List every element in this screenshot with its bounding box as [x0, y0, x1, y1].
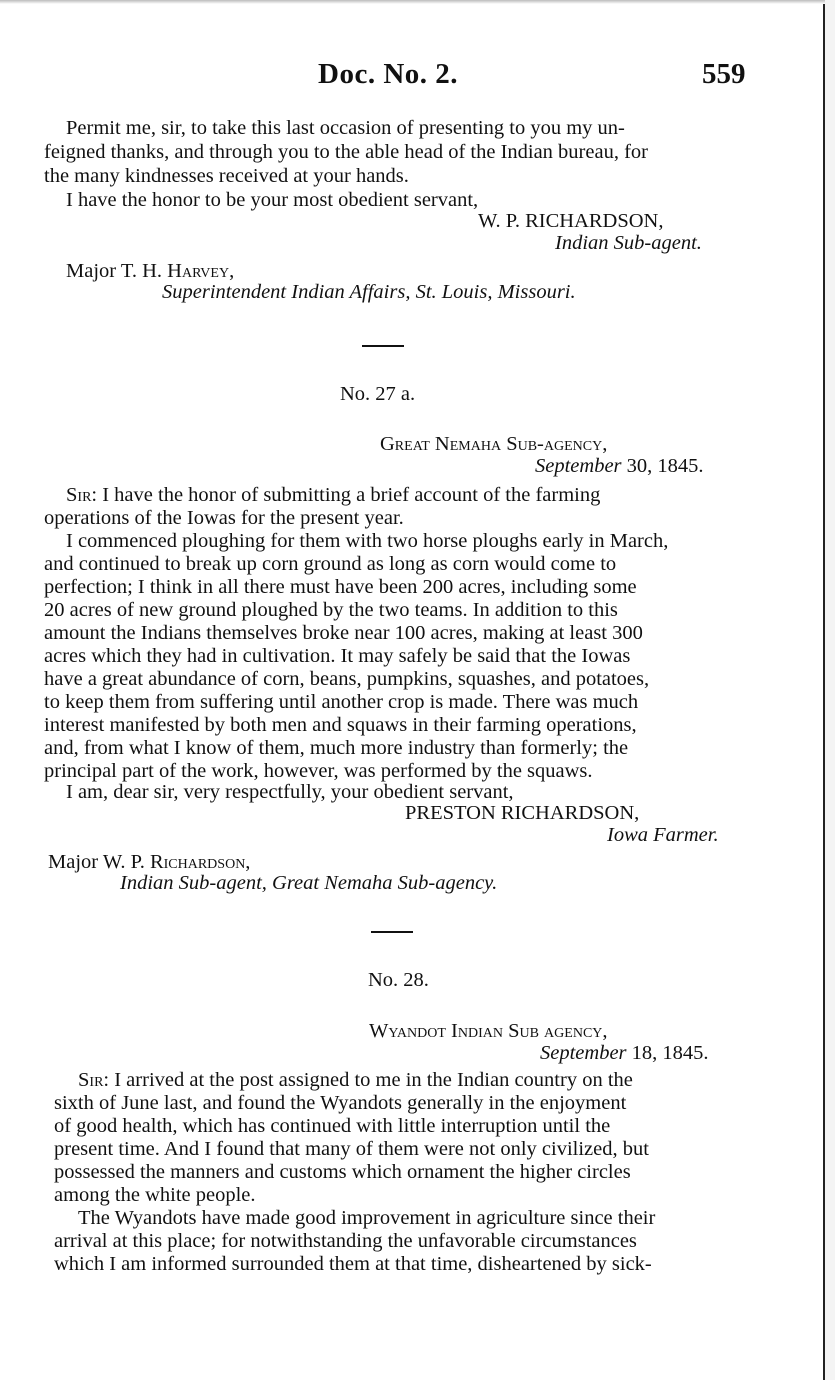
section-divider-1: [362, 345, 404, 347]
page-margin-shadow: [825, 0, 835, 1380]
page-edge: [823, 0, 825, 1380]
letter1-addressee-prefix: Major T. H.: [66, 260, 168, 282]
section2-line-8: acres which they had in cultivation. It may safely be said that the Iowas: [44, 645, 631, 667]
section3-line-6: among the white people.: [54, 1184, 256, 1206]
section2-line-9: have a great abundance of corn, beans, pumpkins, squashes, and potatoes,: [44, 668, 650, 690]
section2-line-7: amount the Indians themselves broke near 100 acres, making at least 300: [44, 622, 643, 644]
section3-date-rest: 18, 1845.: [626, 1042, 709, 1064]
section3-line-1: [78, 1069, 633, 1092]
section3-line-4: present time. And I found that many of them were not only civilized, but: [54, 1138, 649, 1160]
section2-line-11: interest manifested by both men and squaws in their farming operations,: [44, 714, 637, 736]
section3-line-2: sixth of June last, and found the Wyandots generally in the enjoyment: [54, 1092, 627, 1114]
section2-date: [535, 455, 704, 478]
section-divider-2: [371, 931, 413, 933]
section2-place: Great Nemaha Sub-agency,: [380, 433, 608, 455]
section2-line-4: and continued to break up corn ground as long as corn would come to: [44, 553, 617, 575]
section2-line-13: principal part of the work, however, was performed by the squaws.: [44, 760, 593, 782]
page-header-title: Doc. No. 2.: [318, 58, 459, 90]
letter1-addressee-name: Harvey,: [167, 260, 235, 282]
letter1-line-3: the many kindnesses received at your hands.: [44, 165, 409, 187]
section2-addressee: [48, 851, 250, 874]
section2-line-12: and, from what I know of them, much more industry than formerly; the: [44, 737, 629, 759]
section3-line-8: arrival at this place; for notwithstanding the unfavorable circumstances: [54, 1230, 637, 1252]
section2-line-6: 20 acres of new ground ploughed by the two teams. In addition to this: [44, 599, 618, 621]
letter1-signature-name: W. P. RICHARDSON,: [478, 210, 664, 232]
section2-date-month: September: [535, 455, 622, 477]
letter1-line-1: Permit me, sir, to take this last occasion of presenting to you my un-: [66, 117, 625, 139]
letter1-closing: I have the honor to be your most obedient servant,: [66, 189, 479, 211]
section2-addressee-title: Indian Sub-agent, Great Nemaha Sub-agency.: [120, 872, 498, 894]
section2-salutation: Sir:: [66, 484, 98, 506]
letter1-addressee-title: Superintendent Indian Affairs, St. Louis, Missouri.: [162, 281, 576, 303]
letter1-signature-title: Indian Sub-agent.: [555, 232, 702, 254]
section3-heading: No. 28.: [368, 969, 429, 991]
section2-addressee-prefix: Major W. P.: [48, 851, 150, 873]
section3-salutation: Sir:: [78, 1069, 110, 1091]
section2-line-3: I commenced ploughing for them with two horse ploughs early in March,: [66, 530, 669, 552]
letter1-line-2: feigned thanks, and through you to the able head of the Indian bureau, for: [44, 141, 648, 163]
page-number: 559: [702, 58, 746, 90]
section2-line-1: [66, 484, 600, 507]
section2-line-5: perfection; I think in all there must have been 200 acres, including some: [44, 576, 637, 598]
section2-addressee-name: Richardson,: [149, 851, 251, 873]
section2-date-rest: 30, 1845.: [621, 455, 704, 477]
section3-line-5: possessed the manners and customs which ornament the higher circles: [54, 1161, 631, 1183]
section3-line-9: which I am informed surrounded them at that time, disheartened by sick-: [54, 1253, 652, 1275]
section2-first-line-rest: I have the honor of submitting a brief account of the farming: [97, 484, 601, 506]
section3-place: Wyandot Indian Sub agency,: [369, 1020, 608, 1042]
page-top-edge: [0, 0, 825, 4]
section3-line-3: of good health, which has continued with little interruption until the: [54, 1115, 611, 1137]
section2-closing: I am, dear sir, very respectfully, your obedient servant,: [66, 781, 514, 803]
section2-heading: No. 27 a.: [340, 383, 416, 405]
section2-line-2: operations of the Iowas for the present year.: [44, 507, 404, 529]
section2-signature-title: Iowa Farmer.: [607, 824, 719, 846]
section2-signature-name: PRESTON RICHARDSON,: [405, 802, 640, 824]
section2-line-10: to keep them from suffering until another crop is made. There was much: [44, 691, 639, 713]
section3-first-line-rest: I arrived at the post assigned to me in the Indian country on the: [109, 1069, 633, 1091]
section3-date: [540, 1042, 709, 1065]
section3-line-7: The Wyandots have made good improvement in agriculture since their: [78, 1207, 656, 1229]
letter1-addressee: [66, 260, 234, 283]
section3-date-month: September: [540, 1042, 627, 1064]
